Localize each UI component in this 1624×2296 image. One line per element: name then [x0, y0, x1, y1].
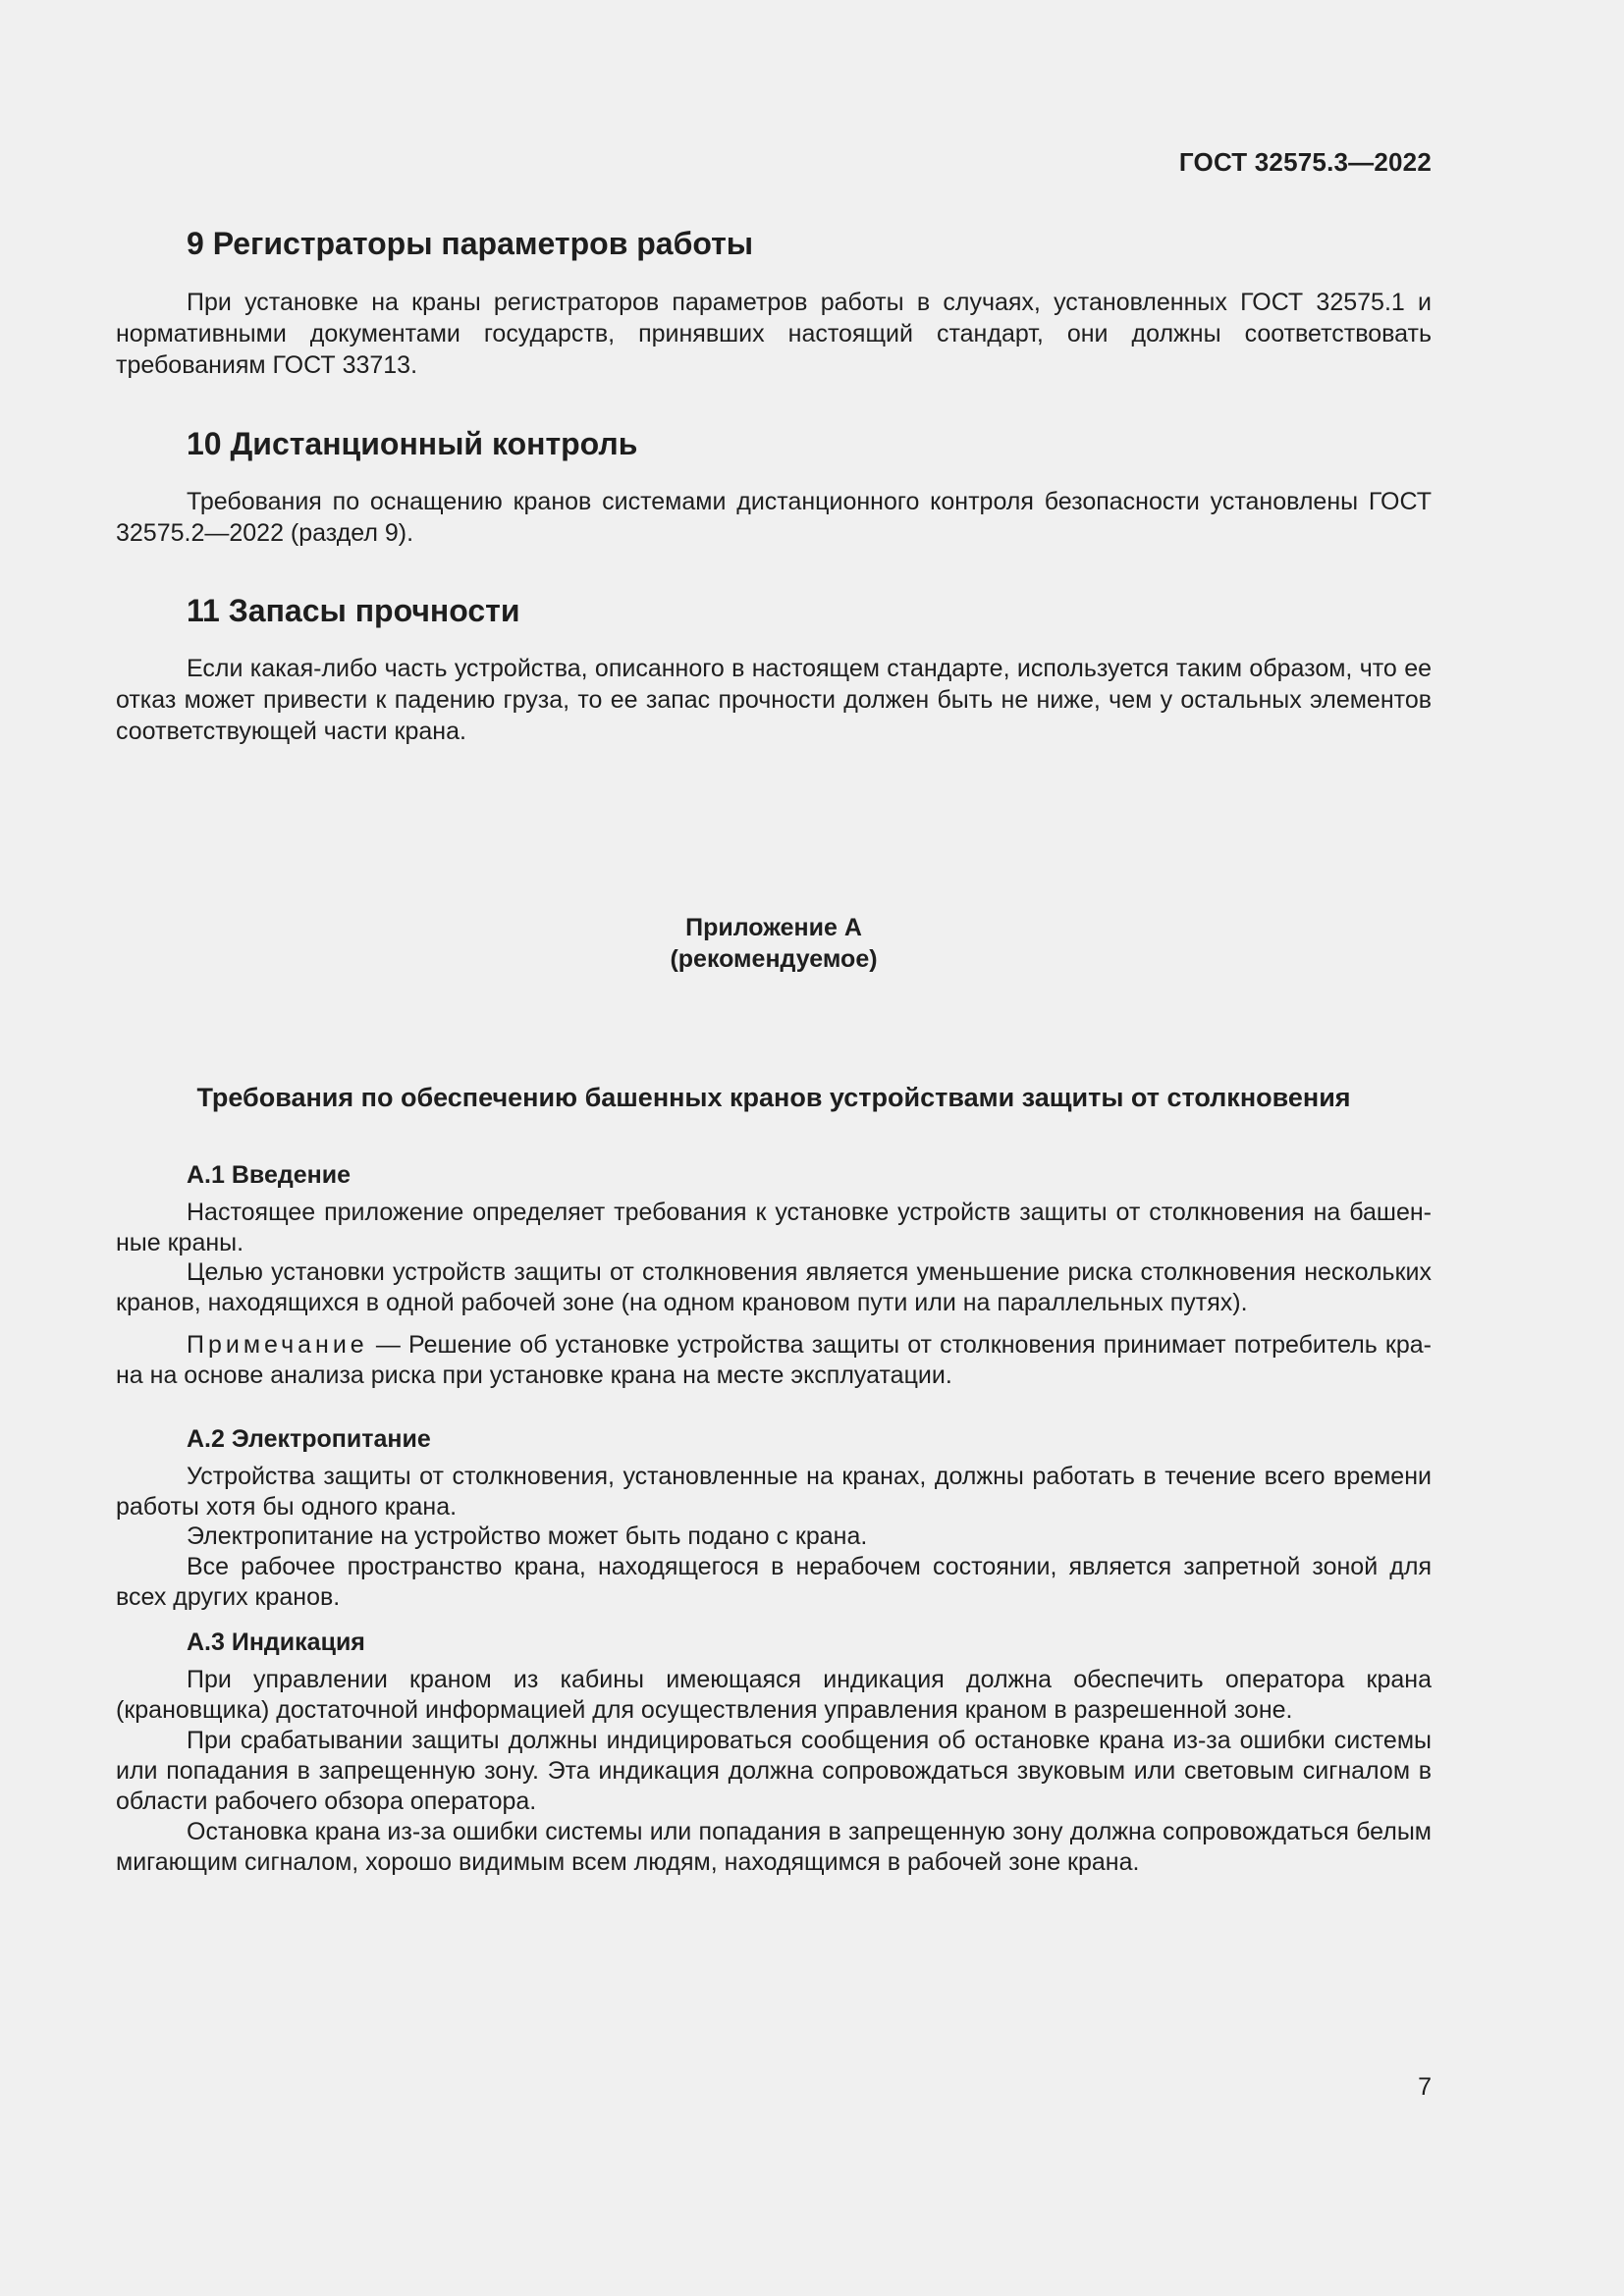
note-label: Примечание	[187, 1331, 368, 1359]
note-text: — Решение об установке устройства защиты от столкновения принимает потребитель крана на основе анализа риска при установке крана на месте эксплуатации.	[116, 1331, 1432, 1389]
document-code: ГОСТ 32575.3—2022	[1178, 147, 1432, 177]
annex-status: (рекомендуемое)	[670, 945, 878, 973]
section-9-title: 9 Регистраторы параметров работы	[187, 226, 754, 261]
section-11-text: Если какая-либо часть устройства, описанного в настоящем стандарте, используется таким образом, что ее отказ может привести к падению груза, то ее запас прочности должен быть не ниже, чем у остальных элементов соответствующей части крана.	[116, 655, 1432, 745]
a1-title: А.1 Введение	[187, 1161, 351, 1189]
page-number: 7	[1418, 2073, 1432, 2101]
a2-paragraph-2: Электропитание на устройство может быть подано с крана.	[187, 1522, 868, 1550]
a2-paragraph-1: Устройства защиты от столкновения, установленные на кранах, должны работать в течение всего времени работы хотя бы одного крана.	[116, 1463, 1432, 1521]
section-10-text: Требования по оснащению кранов системами дистанционного контроля безопасности установлены ГОСТ 32575.2—2022 (раздел 9).	[116, 488, 1432, 547]
annex-title: Требования по обеспечению башенных кранов устройствами защиты от столкновения	[196, 1083, 1351, 1112]
annex-label: Приложение А	[685, 914, 862, 941]
section-10-title: 10 Дистанционный контроль	[187, 426, 638, 461]
a1-note	[116, 1330, 1432, 1391]
a2-paragraph-3: Все рабочее пространство крана, находящегося в нерабочем состоянии, является запретной зоной для всех других кранов.	[116, 1553, 1432, 1611]
a2-title: А.2 Электропитание	[187, 1425, 431, 1453]
a3-paragraph-2: При срабатывании защиты должны индицироваться сообщения об остановке крана из-за ошибки системы или попадания в запрещенную зону. Эта индикация должна сопровождаться звуковым или световым сигналом в области рабочего обзора оператора.	[116, 1727, 1432, 1815]
a3-paragraph-3: Остановка крана из-за ошибки системы или попадания в запрещенную зону должна сопровождаться белым мигающим сигналом, хорошо видимым всем людям, находящимся в рабочей зоне крана.	[116, 1818, 1432, 1876]
section-9-text: При установке на краны регистраторов параметров работы в случаях, установленных ГОСТ 32575.1 и нормативными документами государств, принявших настоящий стандарт, они должны соответствовать требованиям ГОСТ 33713.	[116, 289, 1432, 379]
document-page	[116, 0, 1432, 2296]
a3-title: А.3 Индикация	[187, 1629, 365, 1656]
a1-paragraph-1: Настоящее приложение определяет требования к установке устройств защиты от столкновения на башенные краны.	[116, 1199, 1432, 1256]
a1-paragraph-2: Целью установки устройств защиты от столкновения является уменьшение риска столкновения нескольких кранов, находящихся в одной рабочей зоне (на одном крановом пути или на параллельных путях).	[116, 1258, 1432, 1316]
section-11-title: 11 Запасы прочности	[187, 593, 520, 628]
a3-paragraph-1: При управлении краном из кабины имеющаяся индикация должна обеспечить оператора крана (крановщика) достаточной информацией для осуществления управления краном в разрешенной зоне.	[116, 1666, 1432, 1724]
